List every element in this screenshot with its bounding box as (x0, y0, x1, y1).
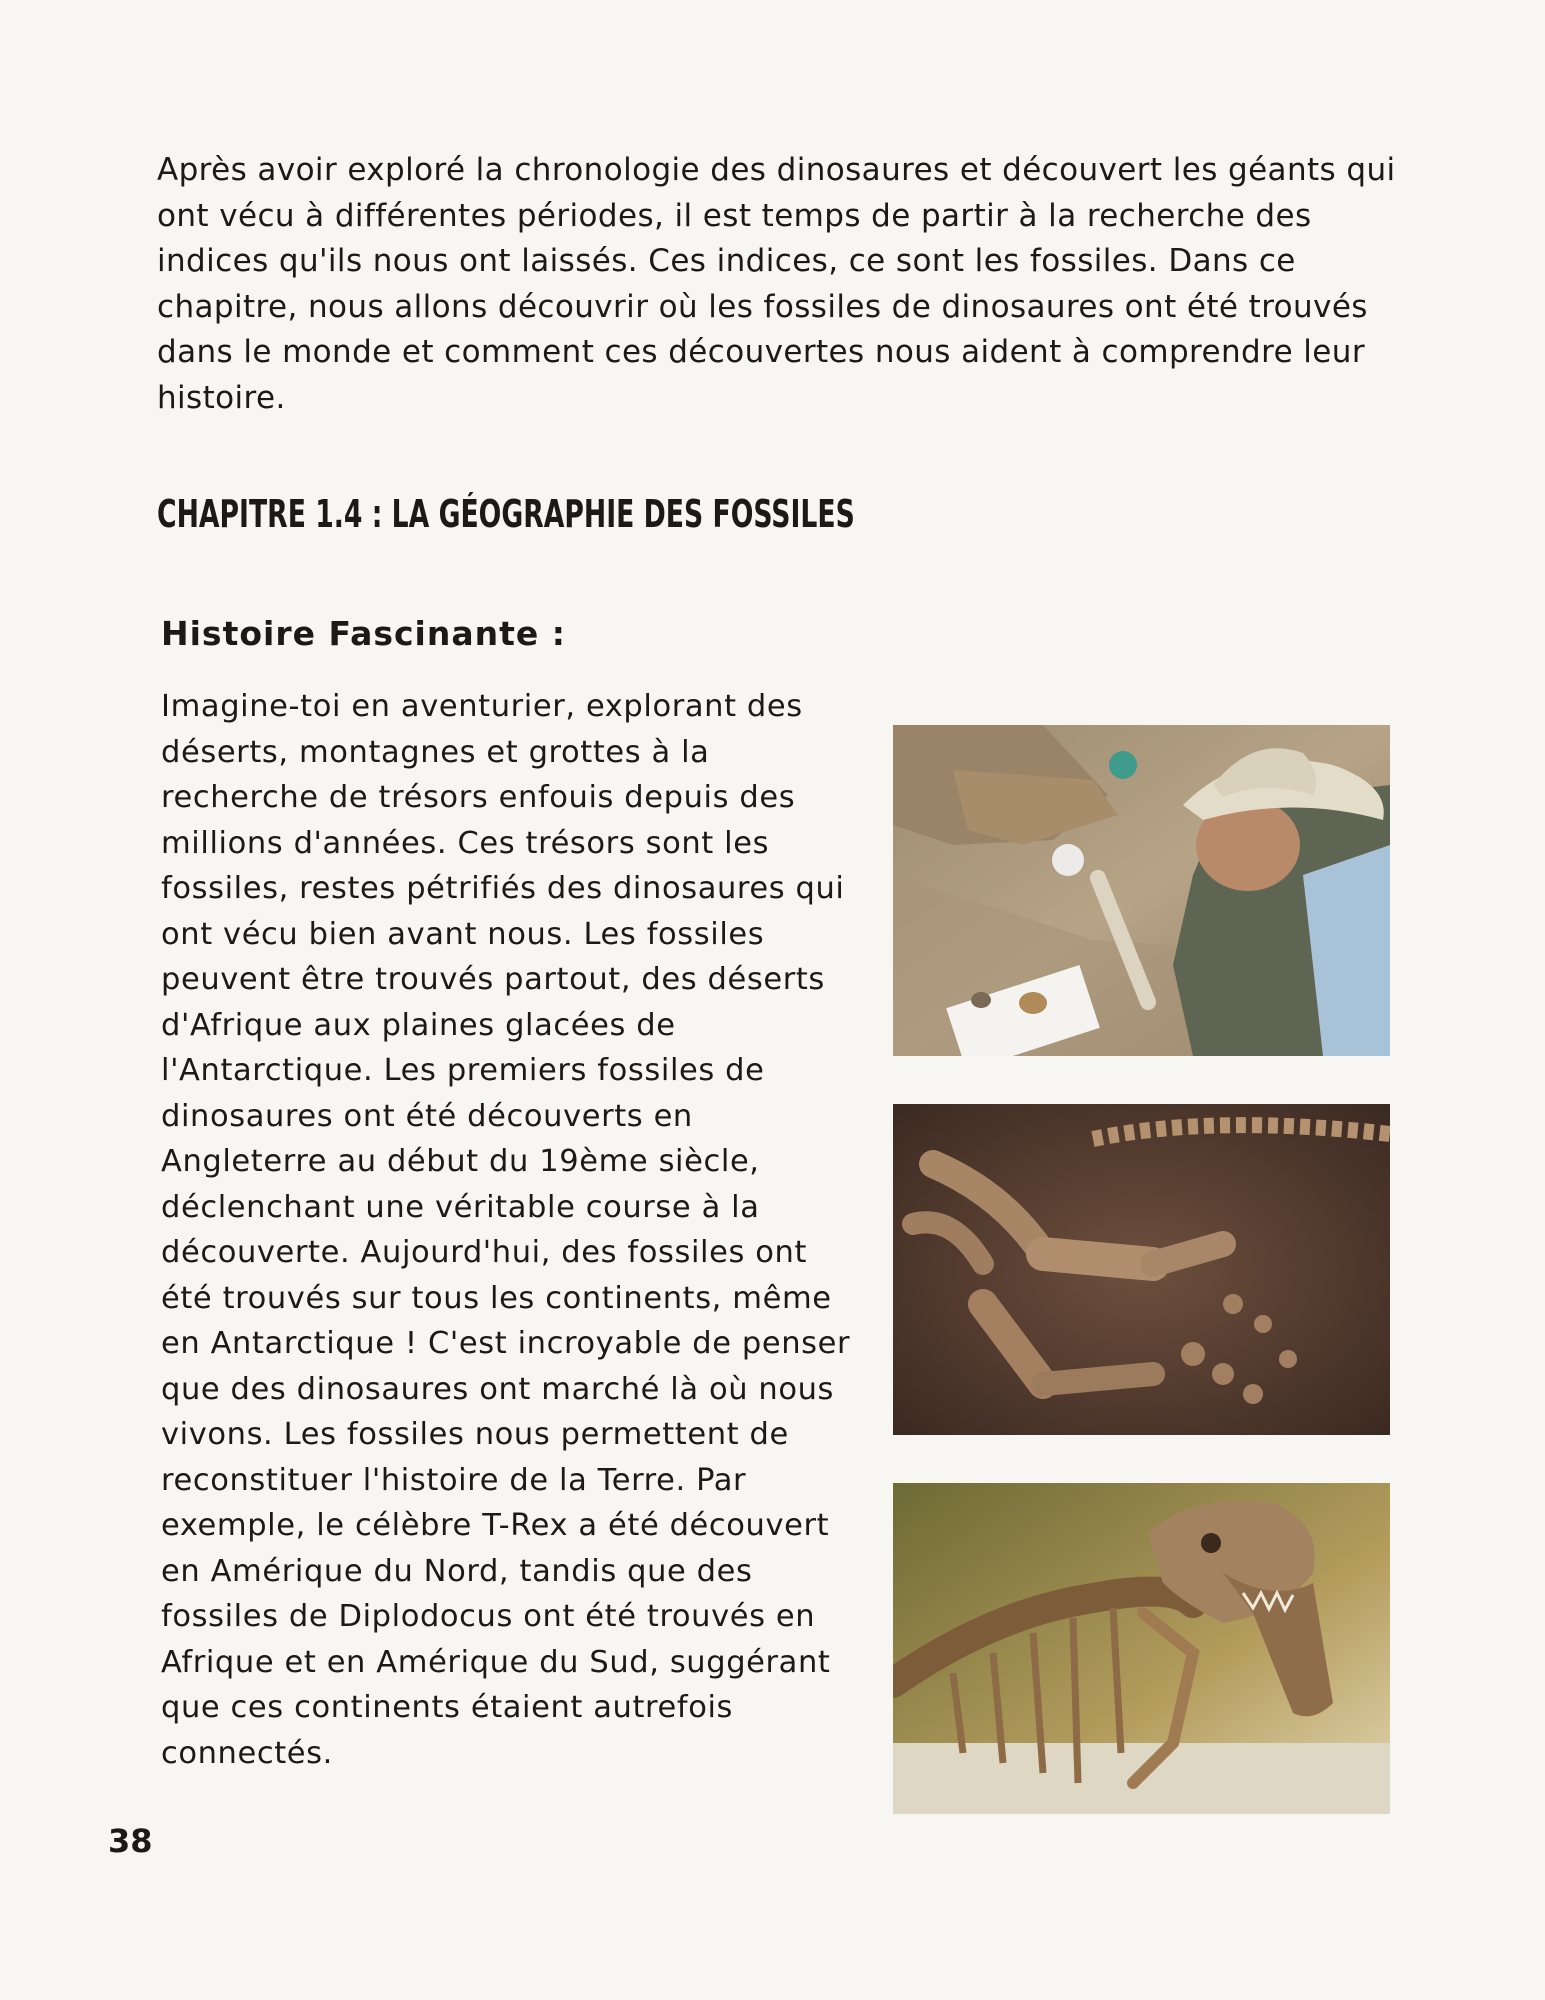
section-heading: Histoire Fascinante : (161, 614, 566, 653)
trex-skeleton-photo (893, 1483, 1390, 1814)
excavation-photo (893, 725, 1390, 1056)
page-number: 38 (108, 1822, 153, 1860)
story-paragraph: Imagine-toi en aventurier, explorant des déserts, montagnes et grottes à la recherche de trésors enfouis depuis des millions d'années. Ces trésors sont les fossiles, restes pétrifiés des dinosaures qui ont vécu bien avant nous. Les fossiles peuvent être trouvés partout, des déserts d'Afrique aux plaines glacées de l'Antarctique. Les premiers fossiles de dinosaures ont été découverts en Angleterre au début du 19ème siècle, déclenchant une véritable course à la découverte. Aujourd'hui, des fossiles ont été trouvés sur tous les continents, même en Antarctique ! C'est incroyable de penser que des dinosaures ont marché là où nous vivons. Les fossiles nous permettent de reconstituer l'histoire de la Terre. Par exemple, le célèbre T-Rex a été découvert en Amérique du Nord, tandis que des fossiles de Diplodocus ont été trouvés en Afrique et en Amérique du Sud, suggérant que ces continents étaient autrefois connectés. (161, 689, 851, 1771)
chapter-title: CHAPITRE 1.4 : LA GÉOGRAPHIE DES FOSSILES (157, 492, 855, 536)
fossil-relief-photo (893, 1104, 1390, 1435)
intro-paragraph: Après avoir exploré la chronologie des dinosaures et découvert les géants qui ont vécu à différentes périodes, il est temps de partir à la recherche des indices qu'ils nous ont laissés. Ces indices, ce sont les fossiles. Dans ce chapitre, nous allons découvrir où les fossiles de dinosaures ont été trouvés dans le monde et comment ces découvertes nous aident à comprendre leur histoire. (157, 152, 1396, 416)
